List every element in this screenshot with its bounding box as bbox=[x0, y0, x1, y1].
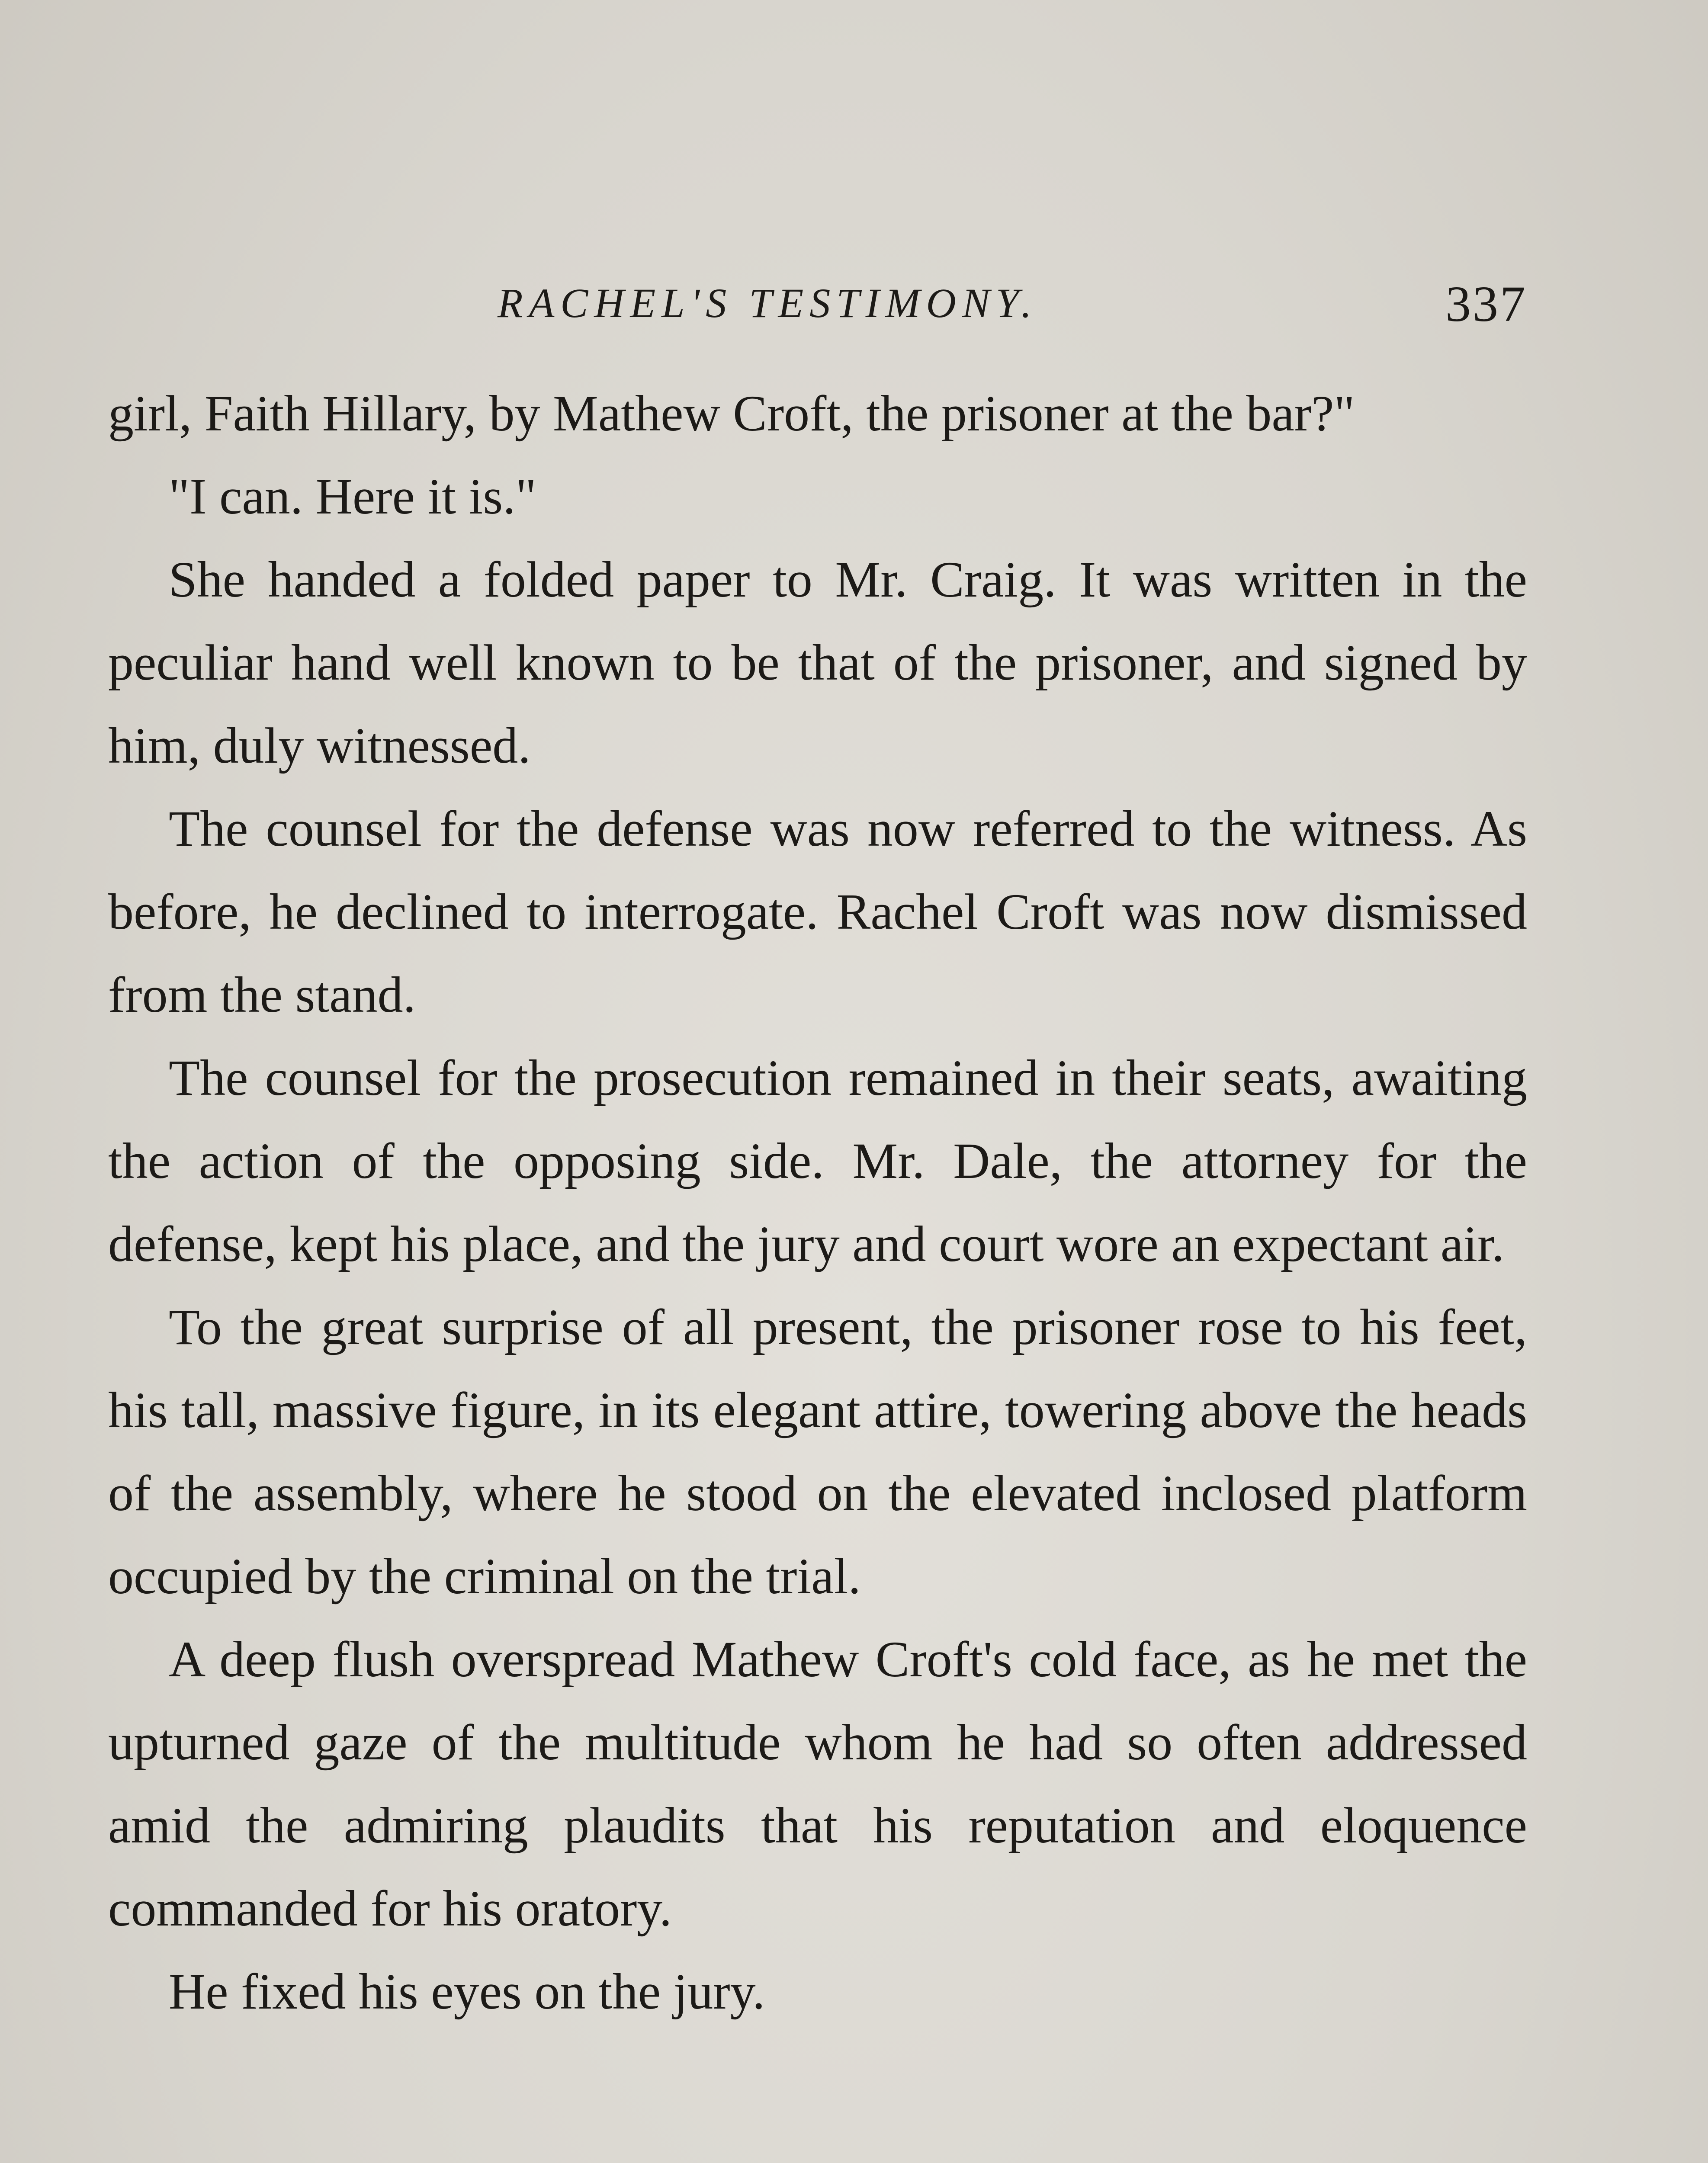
body-text bbox=[108, 372, 1527, 2033]
paragraph: A deep flush overspread Mathew Croft's cold face, as he met the upturned gaze of the multitude whom he had so often addressed amid the admiring plaudits that his reputation and eloquence commanded for his oratory. bbox=[108, 1631, 1527, 1937]
paragraph: To the great surprise of all present, the prisoner rose to his feet, his tall, massive figure, in its elegant attire, towering above the heads of the assembly, where he stood on the elevated inclosed platform occupied by the criminal on the trial. bbox=[108, 1299, 1527, 1605]
paragraph: "I can. Here it is." bbox=[169, 468, 536, 525]
paragraph: girl, Faith Hillary, by Mathew Croft, the prisoner at the bar?" bbox=[108, 385, 1355, 442]
paragraph: The counsel for the prosecution remained in their seats, awaiting the action of the opposing side. Mr. Dale, the attorney for the defense, kept his place, and the jury and court wore an expectant air. bbox=[108, 1049, 1527, 1272]
paragraph: The counsel for the defense was now referred to the witness. As before, he declined to interrogate. Rachel Croft was now dismissed from the stand. bbox=[108, 800, 1527, 1023]
running-title: RACHEL'S TESTIMONY. bbox=[498, 280, 1038, 326]
page-number: 337 bbox=[1445, 276, 1527, 332]
page-header bbox=[108, 268, 1527, 337]
paragraph: She handed a folded paper to Mr. Craig. It was written in the peculiar hand well known to be that of the prisoner, and signed by him, duly witnessed. bbox=[108, 551, 1527, 774]
paragraph: He fixed his eyes on the jury. bbox=[169, 1963, 765, 2020]
